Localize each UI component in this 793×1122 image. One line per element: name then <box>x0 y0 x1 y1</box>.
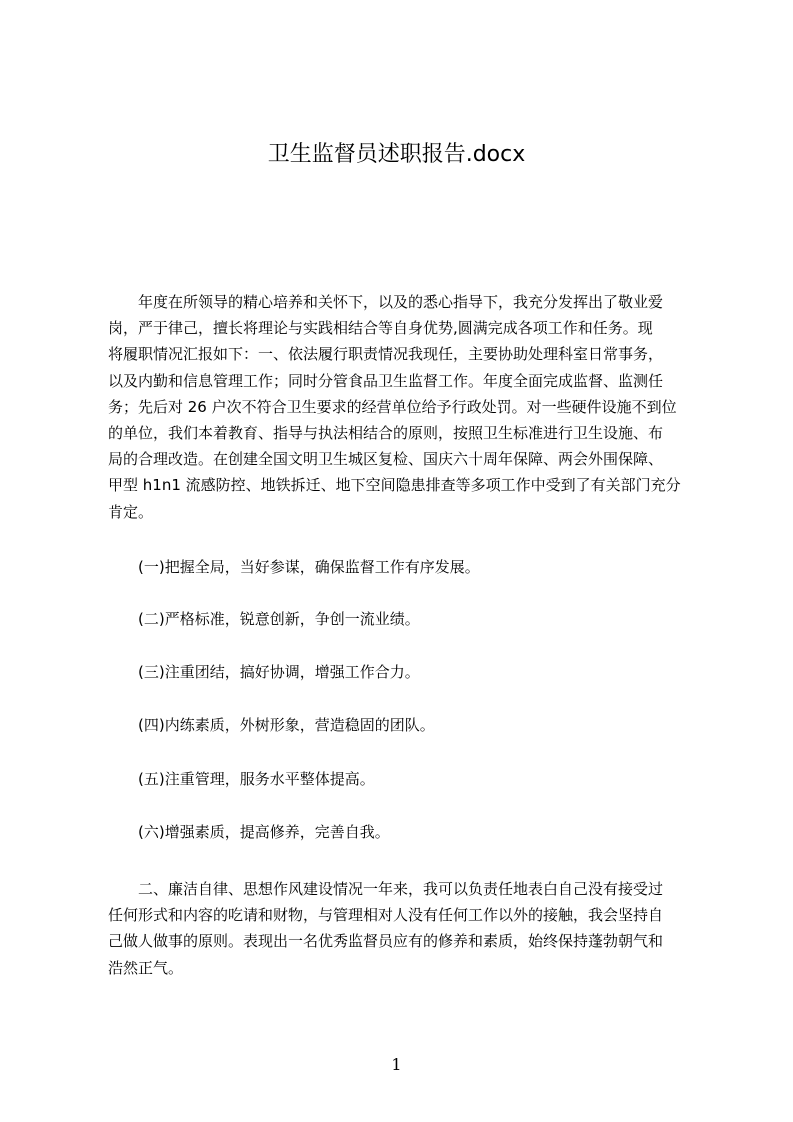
paragraph-line: 岗，严于律己，擅长将理论与实践相结合等自身优势,圆满完成各项工作和任务。现 <box>108 319 653 338</box>
paragraph-line: 肯定。 <box>108 502 154 521</box>
paragraph-line: 任何形式和内容的吃请和财物，与管理相对人没有任何工作以外的接触，我会坚持自 <box>108 906 664 925</box>
paragraph-line: 的单位，我们本着教育、指导与执法相结合的原则，按照卫生标准进行卫生设施、布 <box>108 423 664 442</box>
paragraph-line: 年度在所领导的精心培养和关怀下，以及的悉心指导下，我充分发挥出了敬业爱 <box>138 293 664 311</box>
paragraph-performance-summary <box>108 289 696 525</box>
list-item: (二)严格标准，锐意创新，争创一流业绩。 <box>138 610 420 628</box>
list-item: (一)把握全局，当好参谋，确保监督工作有序发展。 <box>138 558 480 576</box>
paragraph-line: 局的合理改造。在创建全国文明卫生城区复检、国庆六十周年保障、两会外围保障、 <box>108 450 664 469</box>
paragraph-line: 己做人做事的原则。表现出一名优秀监督员应有的修养和素质，始终保持蓬勃朝气和 <box>108 932 664 951</box>
list-item: (五)注重管理，服务水平整体提高。 <box>138 770 375 788</box>
paragraph-integrity <box>108 876 696 981</box>
paragraph-line: 二、廉洁自律、思想作风建设情况一年来，我可以负责任地表白自己没有接受过 <box>138 880 664 898</box>
list-item: (六)增强素质，提高修养，完善自我。 <box>138 823 390 841</box>
list-item: (四)内练素质，外树形象，营造稳固的团队。 <box>138 716 435 734</box>
list-item: (三)注重团结，搞好协调，增强工作合力。 <box>138 663 420 681</box>
paragraph-line: 以及内勤和信息管理工作；同时分管食品卫生监督工作。年度全面完成监督、监测任 <box>108 371 664 390</box>
page-number: 1 <box>391 1055 402 1074</box>
paragraph-line: 甲型 h1n1 流感防控、地铁拆迁、地下空间隐患排查等多项工作中受到了有关部门充分 <box>108 476 681 495</box>
paragraph-line: 务；先后对 26 户次不符合卫生要求的经营单位给予行政处罚。对一些硬件设施不到位 <box>108 397 677 416</box>
paragraph-line: 将履职情况汇报如下：一、依法履行职责情况我现任，主要协助处理科室日常事务， <box>108 345 664 364</box>
document-title: 卫生监督员述职报告.docx <box>267 142 526 167</box>
paragraph-line: 浩然正气。 <box>108 958 184 977</box>
